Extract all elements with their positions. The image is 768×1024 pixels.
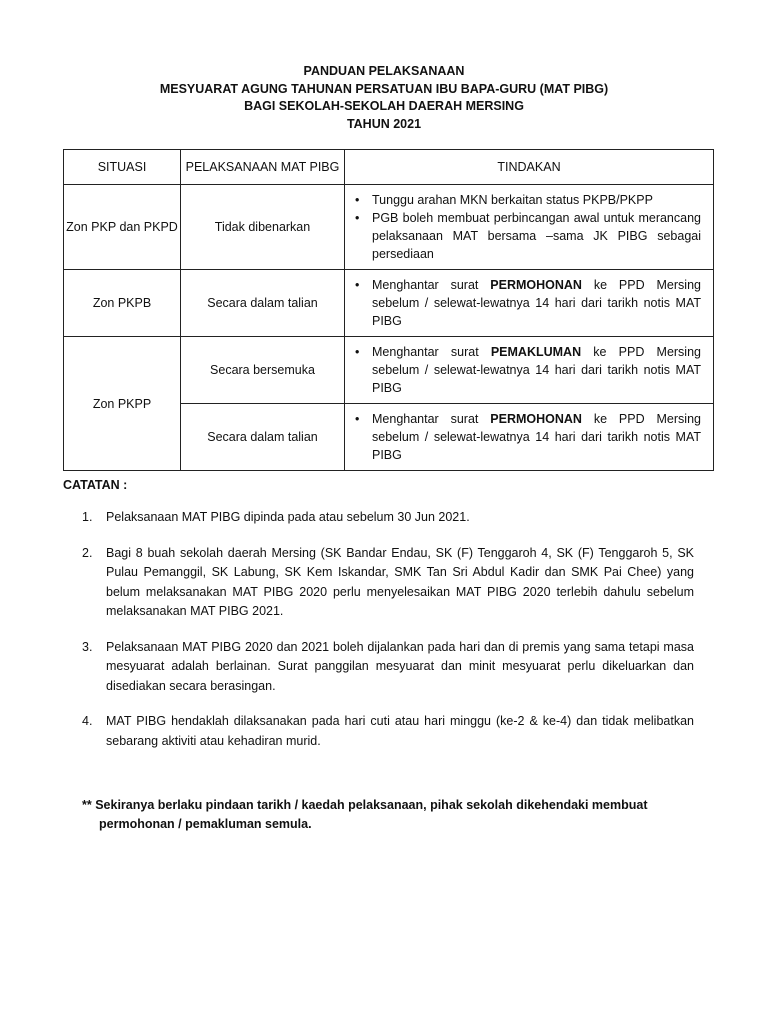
action-list: [345, 270, 713, 336]
header-subtitle: MESYUARAT AGUNG TAHUNAN PERSATUAN IBU BAPA-GURU (MAT PIBG): [159, 81, 609, 96]
action-item: • Menghantar surat PERMOHONAN ke PPD Mersing sebelum / selewat-lewatnya 14 hari dari tarikh notis MAT PIBG: [353, 410, 701, 464]
notes-list: [82, 508, 694, 767]
column-header-pelaksanaan: PELAKSANAAN MAT PIBG: [181, 150, 345, 185]
action-item: • Menghantar surat PEMAKLUMAN ke PPD Mersing sebelum / selewat-lewatnya 14 hari dari tarikh notis MAT PIBG: [353, 343, 701, 397]
cell-tindakan: [345, 185, 714, 270]
table-row: [64, 185, 714, 270]
action-item: • Menghantar surat PERMOHONAN ke PPD Mersing sebelum / selewat-lewatnya 14 hari dari tarikh notis MAT PIBG: [353, 276, 701, 330]
action-item: • PGB boleh membuat perbincangan awal untuk merancang pelaksanaan MAT bersama –sama JK PIBG sebagai persediaan: [353, 209, 701, 263]
note-number: 2.: [82, 545, 93, 560]
keyword-pemakluman: PEMAKLUMAN: [490, 345, 582, 359]
footnote-line-2: permohonan / pemakluman semula.: [99, 817, 312, 831]
notes-heading: CATATAN :: [63, 478, 128, 492]
cell-situasi: Zon PKP dan PKPD: [64, 185, 181, 270]
note-number: 4.: [82, 714, 93, 728]
column-header-tindakan: TINDAKAN: [345, 150, 714, 185]
footnote: [82, 796, 694, 834]
note-number: 3.: [82, 639, 93, 654]
cell-tindakan: [345, 270, 714, 337]
action-list: [345, 185, 713, 269]
table-row: [64, 337, 714, 404]
cell-tindakan: [345, 337, 714, 404]
note-text: Pelaksanaan MAT PIBG dipinda pada atau sebelum 30 Jun 2021.: [106, 510, 470, 524]
note-text: Pelaksanaan MAT PIBG 2020 dan 2021 boleh dijalankan pada hari dan di premis yang sama tetapi masa mesyuarat adalah berlainan. Surat panggilan mesyuarat dan minit mesyuarat perlu dikeluarkan dan disediakan secara berasingan.: [106, 639, 694, 693]
list-item: [82, 638, 694, 697]
list-item: [82, 508, 694, 528]
note-text: MAT PIBG hendaklah dilaksanakan pada hari cuti atau hari minggu (ke-2 & ke-4) dan tidak melibatkan sebarang aktiviti atau kehadiran murid.: [106, 714, 694, 748]
header-year: TAHUN 2021: [346, 116, 422, 131]
cell-situasi: Zon PKPP: [64, 337, 181, 471]
column-header-situasi: SITUASI: [64, 150, 181, 185]
note-text: Bagi 8 buah sekolah daerah Mersing (SK Bandar Endau, SK (F) Tenggaroh 4, SK (F) Tenggaroh 5, SK Pulau Pemanggil, SK Labung, SK Kem Iskandar, SMK Tan Sri Abdul Kadir dan SMK Pai Chee) yang belum melaksanakan MAT PIBG 2020 perlu menyelesaikan MAT PIBG 2020 terlebih dahulu sebelum melaksanakan MAT PIBG 2021.: [106, 545, 694, 618]
cell-tindakan: [345, 404, 714, 471]
cell-pelaksanaan: Tidak dibenarkan: [181, 185, 345, 270]
note-number: 1.: [82, 510, 93, 524]
list-item: [82, 712, 694, 751]
guideline-table: [63, 149, 714, 471]
header-title: PANDUAN PELAKSANAAN: [303, 64, 465, 78]
action-item: • Tunggu arahan MKN berkaitan status PKPB/PKPP: [353, 191, 701, 209]
table-header-row: [64, 150, 714, 185]
header-scope: BAGI SEKOLAH-SEKOLAH DAERAH MERSING: [244, 99, 524, 113]
cell-pelaksanaan: Secara dalam talian: [181, 404, 345, 471]
keyword-permohonan: PERMOHONAN: [490, 278, 582, 292]
action-list: [345, 404, 713, 470]
list-item: [82, 544, 694, 622]
keyword-permohonan: PERMOHONAN: [490, 412, 582, 426]
cell-situasi: Zon PKPB: [64, 270, 181, 337]
cell-pelaksanaan: Secara dalam talian: [181, 270, 345, 337]
cell-pelaksanaan: Secara bersemuka: [181, 337, 345, 404]
document-header: [0, 63, 768, 133]
footnote-line-1: ** Sekiranya berlaku pindaan tarikh / kaedah pelaksanaan, pihak sekolah dikehendaki membuat: [82, 798, 648, 812]
table-row: [64, 270, 714, 337]
action-list: [345, 337, 713, 403]
